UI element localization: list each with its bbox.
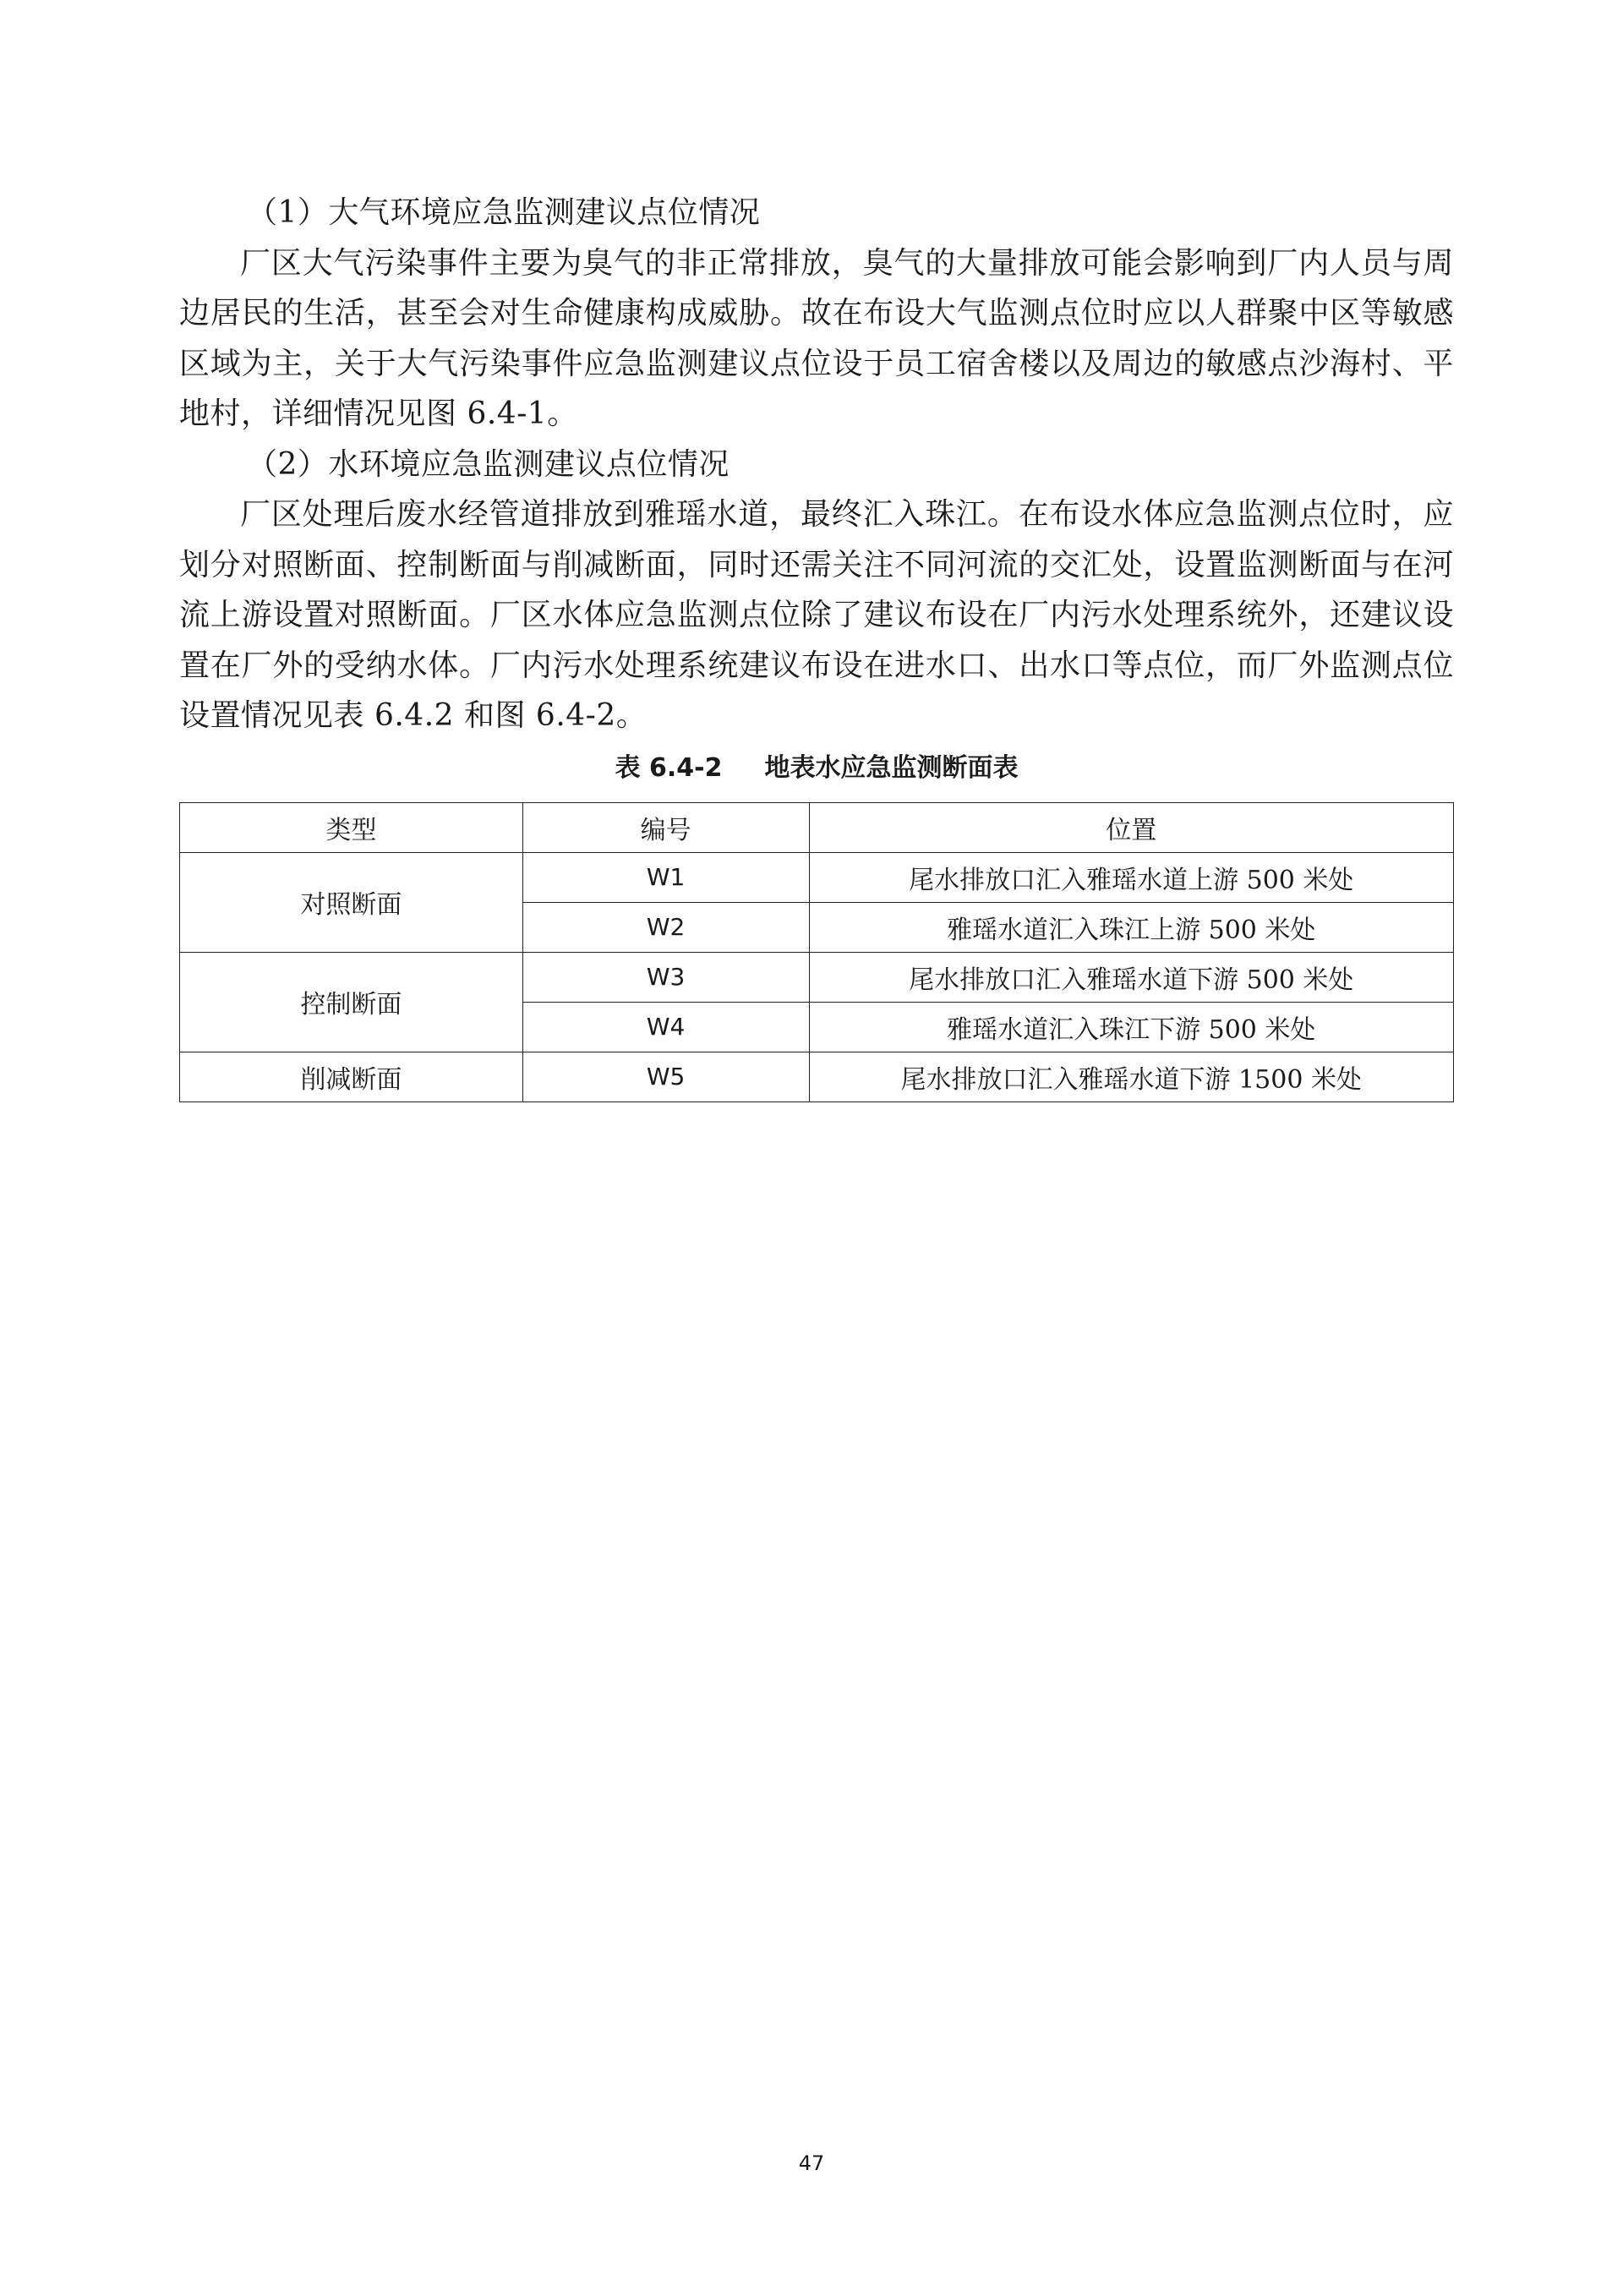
header-location: 位置 bbox=[809, 802, 1454, 852]
code-cell: W2 bbox=[522, 902, 809, 952]
location-cell: 雅瑶水道汇入珠江上游 500 米处 bbox=[809, 902, 1454, 952]
location-cell: 雅瑶水道汇入珠江下游 500 米处 bbox=[809, 1002, 1454, 1052]
type-cell: 削减断面 bbox=[180, 1052, 523, 1102]
paragraph-water: 厂区处理后废水经管道排放到雅瑶水道，最终汇入珠江。在布设水体应急监测点位时，应划分对照断面、控制断面与削减断面，同时还需关注不同河流的交汇处，设置监测断面与在河流上游设置对照断面。厂区水体应急监测点位除了建议布设在厂内污水处理系统外，还建议设置在厂外的受纳水体。厂内污水处理系统建议布设在进水口、出水口等点位，而厂外监测点位设置情况见表 6.4.2 和图 6.4-2。 bbox=[179, 497, 1454, 733]
location-cell: 尾水排放口汇入雅瑶水道上游 500 米处 bbox=[809, 852, 1454, 902]
section-heading-air: （1）大气环境应急监测建议点位情况 bbox=[247, 195, 761, 230]
code-cell: W3 bbox=[522, 952, 809, 1002]
page-number: 47 bbox=[798, 2151, 825, 2175]
table-row bbox=[180, 952, 1454, 1002]
header-type: 类型 bbox=[180, 802, 523, 852]
code-cell: W4 bbox=[522, 1002, 809, 1052]
paragraph-air: 厂区大气污染事件主要为臭气的非正常排放，臭气的大量排放可能会影响到厂内人员与周边居民的生活，甚至会对生命健康构成威胁。故在布设大气监测点位时应以人群聚中区等敏感区域为主，关于大气污染事件应急监测建议点位设于员工宿舍楼以及周边的敏感点沙海村、平地村，详细情况见图 6.4-1。 bbox=[179, 245, 1454, 431]
table-row bbox=[180, 852, 1454, 902]
code-cell: W1 bbox=[522, 852, 809, 902]
table-caption-title: 地表水应急监测断面表 bbox=[764, 752, 1019, 783]
table-header-row bbox=[180, 802, 1454, 852]
table-caption-number: 表 6.4-2 bbox=[615, 752, 723, 783]
monitoring-section-table bbox=[179, 802, 1454, 1102]
table-caption bbox=[179, 750, 1454, 787]
location-cell: 尾水排放口汇入雅瑶水道下游 500 米处 bbox=[809, 952, 1454, 1002]
location-cell: 尾水排放口汇入雅瑶水道下游 1500 米处 bbox=[809, 1052, 1454, 1102]
code-cell: W5 bbox=[522, 1052, 809, 1102]
type-cell: 对照断面 bbox=[180, 852, 523, 952]
header-code: 编号 bbox=[522, 802, 809, 852]
section-heading-water: （2）水环境应急监测建议点位情况 bbox=[247, 446, 730, 482]
table-row bbox=[180, 1052, 1454, 1102]
type-cell: 控制断面 bbox=[180, 952, 523, 1052]
document-body bbox=[179, 188, 1454, 1102]
